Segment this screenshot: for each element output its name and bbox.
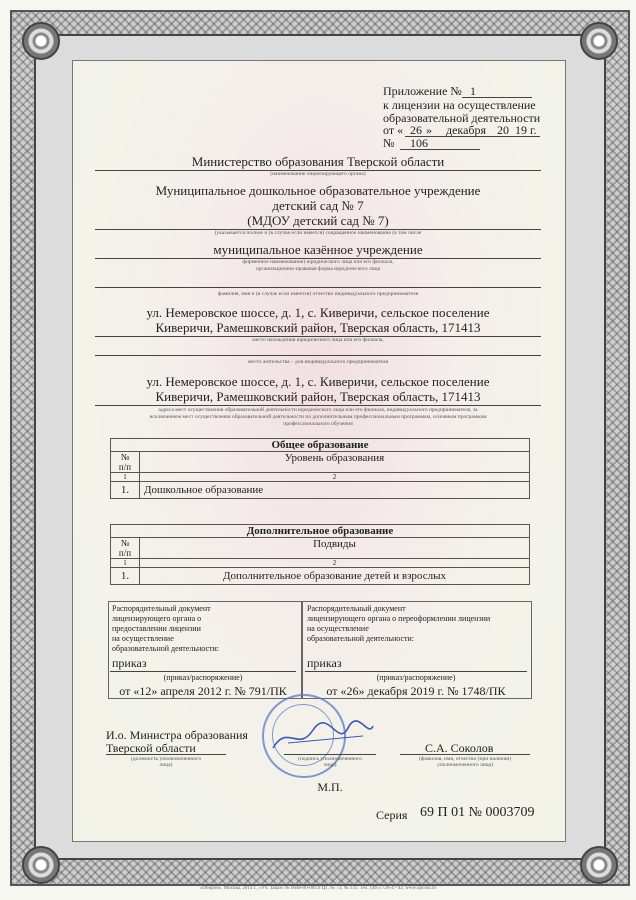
activity-address-line2: Киверичи, Рамешковский район, Тверская область, 171413 <box>155 389 481 404</box>
signer-name: С.А. Соколов <box>425 741 494 755</box>
series-label: Серия <box>376 808 408 822</box>
right-doc-date: от «26» декабря 2019 г. № 1748/ПК <box>326 684 506 698</box>
appendix-line3: образовательной деятельности <box>383 111 541 125</box>
org-address-line1: ул. Немеровское шоссе, д. 1, с. Киверичи, сельское поселение <box>146 305 490 320</box>
signer-position-line2: Тверской области <box>106 741 196 755</box>
position-caption1: (должность уполномоченного <box>131 756 201 762</box>
address-caption: место нахождения юридического лица или его филиала, <box>252 337 384 343</box>
date-prefix: от « <box>383 123 404 137</box>
left-doc-line: лицензирующего органа о <box>112 614 202 623</box>
corner-ornament-icon <box>580 22 618 60</box>
right-doc-line: образовательной деятельности: <box>307 634 415 643</box>
license-number: 106 <box>410 136 428 150</box>
org-address-line2: Киверичи, Рамешковский район, Тверская область, 171413 <box>155 320 481 335</box>
name-caption1: (фамилия, имя, отчество (при наличии) <box>418 756 512 762</box>
org-caption: (указывается полное и (в случае если имеется) сокращенное наименование (в том числе <box>214 230 422 236</box>
right-doc-line: лицензирующего органа о переоформлении лицензии <box>307 614 491 623</box>
appendix-line2: к лицензии на осуществление <box>383 98 536 112</box>
right-doc-line: Распорядительный документ <box>307 604 406 613</box>
right-doc-line: на осуществление <box>307 624 369 633</box>
additional-table-title: Дополнительное образование <box>111 525 530 538</box>
org-caption3: организационно-правовая форма юридического лица <box>255 266 381 272</box>
general-col-num-header: № п/п <box>111 452 140 473</box>
general-idx2: 2 <box>140 473 530 482</box>
date-year-prefix: 20 <box>497 123 509 137</box>
org-name-line1: Муниципальное дошкольное образовательное учреждение <box>155 183 481 198</box>
general-col-level-header: Уровень образования <box>140 452 530 473</box>
date-year-suffix: г. <box>530 123 537 137</box>
ministry-name: Министерство образования Тверской области <box>191 154 445 169</box>
additional-idx2: 2 <box>140 559 530 568</box>
ministry-caption: (наименование лицензирующего органа) <box>270 171 366 177</box>
additional-idx1: 1 <box>111 559 140 568</box>
left-doc-line: образовательной деятельности: <box>112 644 220 653</box>
org-legal-form: муниципальное казённое учреждение <box>213 242 423 257</box>
org-name-short: (МДОУ детский сад № 7) <box>247 213 389 228</box>
signature-icon <box>268 718 378 758</box>
left-doc-line: на осуществление <box>112 634 174 643</box>
general-idx1: 1 <box>111 473 140 482</box>
general-education-table <box>110 438 530 499</box>
residence-caption: место жительства – для индивидуального предпринимателя <box>247 359 389 365</box>
left-doc-line: предоставлении лицензии <box>112 624 201 633</box>
activity-caption2: исключением мест осуществления образовательной деятельности по дополнительным профессиональным программам, основным программам <box>149 414 487 420</box>
right-doc-caption: (приказ/распоряжение) <box>376 673 456 682</box>
date-year: 19 <box>515 123 527 137</box>
additional-row-value: Дополнительное образование детей и взрослых <box>140 568 530 585</box>
general-row-value: Дошкольное образование <box>140 482 530 499</box>
corner-ornament-icon <box>22 22 60 60</box>
printer-footer: «Оборон», Москва, 2014 г., «Уч. Заказ» № 0648-00-001.8 ЦГ, № 73, № 131. Тел. (495) 726-47-42, www.opcion.ru <box>199 886 437 891</box>
left-doc-type: приказ <box>112 656 147 670</box>
name-caption2: уполномоченного лица) <box>437 762 493 768</box>
appendix-number: 1 <box>470 84 476 98</box>
org-name-line2: детский сад № 7 <box>272 198 364 213</box>
date-month: декабря <box>446 123 487 137</box>
org-caption4: фамилия, имя и (в случае если имеется) отчество индивидуального предпринимателя <box>217 291 419 297</box>
series-number: 69 П 01 № 0003709 <box>420 805 535 820</box>
right-doc-type: приказ <box>307 656 342 670</box>
corner-ornament-icon <box>580 846 618 884</box>
additional-education-table <box>110 524 530 585</box>
license-no-label: № <box>383 136 395 150</box>
date-mid: » <box>426 123 432 137</box>
activity-address-line1: ул. Немеровское шоссе, д. 1, с. Киверичи, сельское поселение <box>146 374 490 389</box>
signer-position-line1: И.о. Министра образования <box>106 728 248 742</box>
activity-caption1: адреса мест осуществления образовательной деятельности юридического лица или его филиала, индивидуального предпринимателя, за <box>158 407 478 413</box>
additional-row-no: 1. <box>111 568 140 585</box>
date-day: 26 <box>410 123 422 137</box>
signature-caption1: (подпись уполномоченного <box>298 756 362 762</box>
org-caption2: фирменное наименование) юридического лица или его филиала, <box>242 259 394 265</box>
appendix-label: Приложение № <box>383 84 462 98</box>
corner-ornament-icon <box>22 846 60 884</box>
additional-col-num-header: № п/п <box>111 538 140 559</box>
signature-caption2: лица) <box>323 762 337 768</box>
additional-col-subtype-header: Подвиды <box>140 538 530 559</box>
left-doc-caption: (приказ/распоряжение) <box>163 673 243 682</box>
left-doc-date: от «12» апреля 2012 г. № 791/ПК <box>119 684 287 698</box>
activity-caption3: профессионального обучения <box>283 421 353 427</box>
mp-label: М.П. <box>317 780 343 794</box>
position-caption2: лица) <box>159 762 173 768</box>
general-row-no: 1. <box>111 482 140 499</box>
general-table-title: Общее образование <box>111 439 530 452</box>
left-doc-line: Распорядительный документ <box>112 604 211 613</box>
